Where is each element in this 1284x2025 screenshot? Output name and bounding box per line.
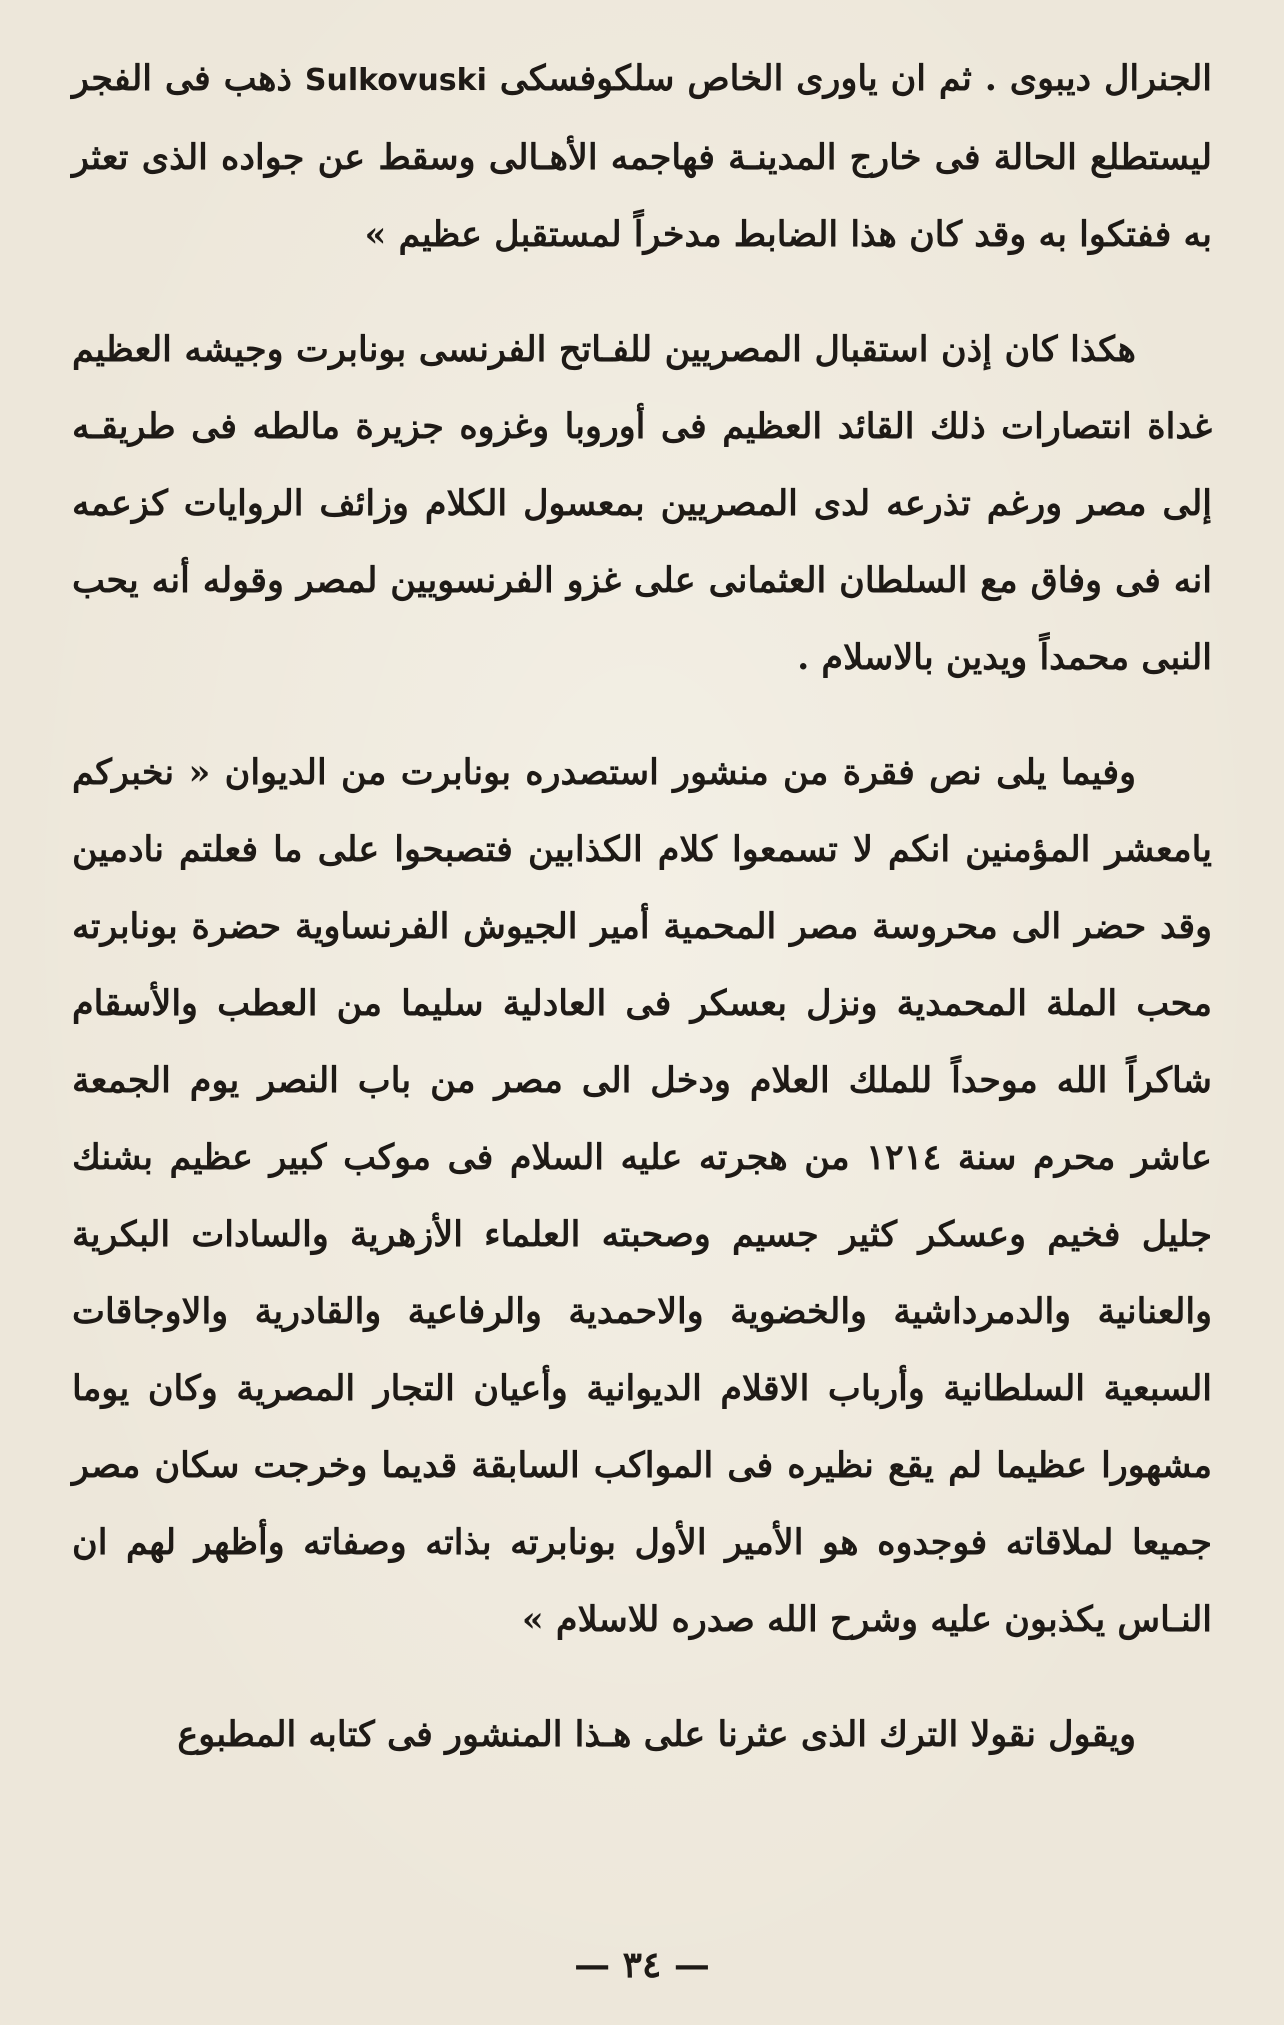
paragraph-1	[72, 40, 1212, 273]
page-number: — ٣٤ —	[574, 1944, 710, 1986]
latin-name: Sulkovuski	[304, 63, 487, 98]
paragraph-3: وفيما يلى نص فقرة من منشور استصدره بونابرت من الديوان « نخبركم يامعشر المؤمنين انكم لا تسمعوا كلام الكذابين فتصبحوا على ما فعلتم نادمين وقد حضر الى محروسة مصر المحمية أمير الجيوش الفرنساوية حضرة بونابرته محب الملة المحمدية ونزل بعسكر فى العادلية سليما من العطب والأسقام شاكراً الله موحداً للملك العلام ودخل الى مصر من باب النصر يوم الجمعة عاشر محرم سنة ١٢١٤ من هجرته عليه السلام فى موكب كبير عظيم بشنك جليل فخيم وعسكر كثير جسيم وصحبته العلماء الأزهرية والسادات البكرية والعنانية والدمرداشية والخضوية والاحمدية والرفاعية والقادرية والاوجاقات السبعية السلطانية وأرباب الاقلام الديوانية وأعيان التجار المصرية وكان يوما مشهورا عظيما لم يقع نظيره فى المواكب السابقة قديما وخرجت سكان مصر جميعا لملاقاته فوجدوه هو الأمير الأول بونابرته بذاته وصفاته وأظهر لهم ان النـاس يكذبون عليه وشرح الله صدره للاسلام »	[72, 752, 1213, 1640]
paragraph-2: هكذا كان إذن استقبال المصريين للفـاتح الفرنسى بونابرت وجيشه العظيم غداة انتصارات ذلك القائد العظيم فى أوروبا وغزوه جزيرة مالطه فى طريقـه إلى مصر ورغم تذرعه لدى المصريين بمعسول الكلام وزائف الروايات كزعمه انه فى وفاق مع السلطان العثمانى على غزو الفرنسويين لمصر وقوله أنه يحب النبى محمداً ويدين بالاسلام .	[72, 329, 1212, 678]
body-text	[72, 40, 1212, 1773]
paragraph-1-part-2: ذهب فى الفجر ليستطلع الحالة فى خارج المدينـة فهاجمه الأهـالى وسقط عن جواده الذى تعثر به ففتكوا به وقد كان هذا الضابط مدخراً لمستقبل عظيم »	[72, 58, 1212, 255]
paragraph-4: ويقول نقولا الترك الذى عثرنا على هـذا المنشور فى كتابه المطبوع	[177, 1714, 1136, 1755]
paragraph-1-part-1: الجنرال ديبوى . ثم ان ياورى الخاص سلكوفسكى	[486, 58, 1213, 99]
